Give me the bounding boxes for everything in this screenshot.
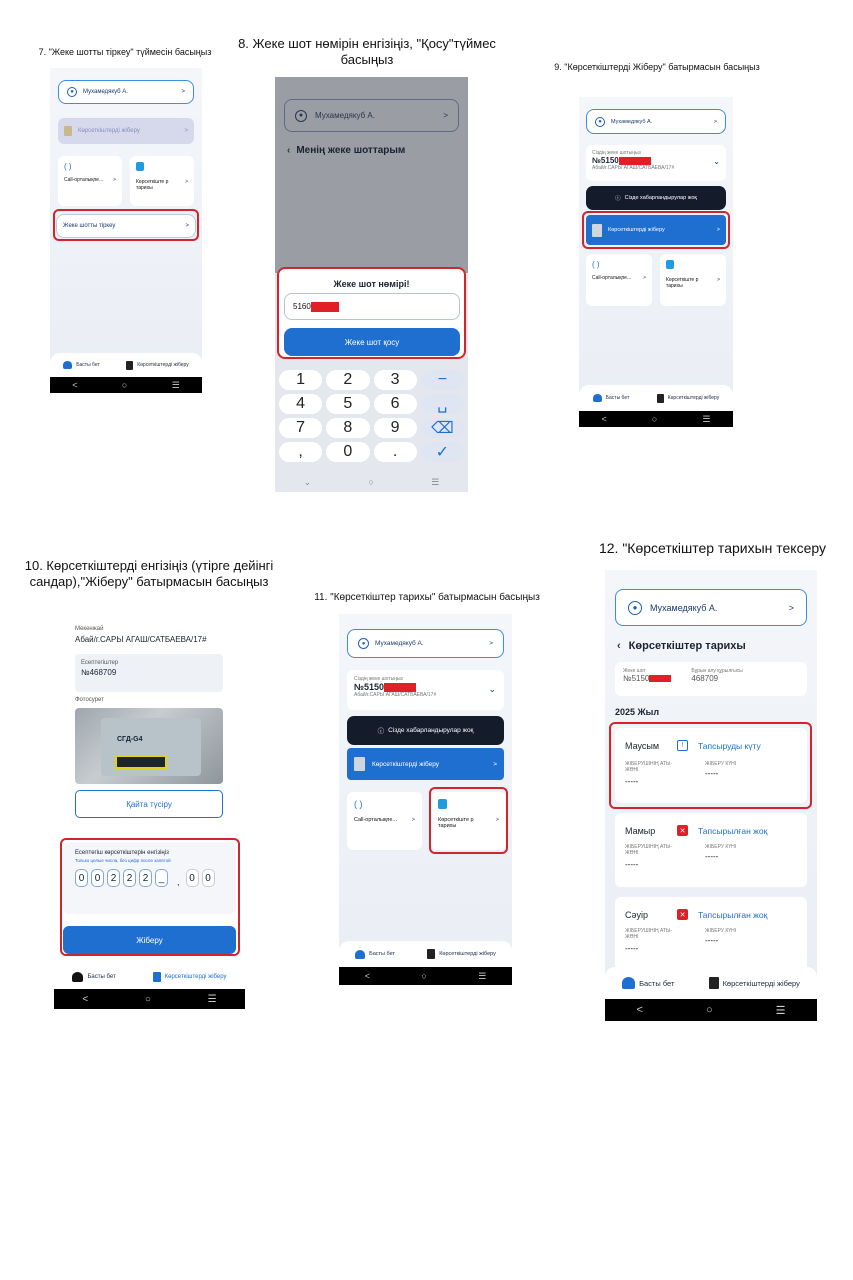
call-center-label: Call-орталықпе... [592, 275, 632, 281]
meter-info-box [75, 654, 223, 692]
date-value: ----- [705, 936, 719, 945]
key-7[interactable]: 7 [279, 418, 322, 438]
numeric-keypad [279, 370, 464, 462]
meter-icon [657, 394, 664, 403]
key-4[interactable]: 4 [279, 394, 322, 414]
reading-digit-input[interactable]: 2 [107, 869, 120, 887]
redacted-block [649, 675, 671, 682]
chevron-right-icon: > [788, 602, 794, 613]
bottom-tab-bar [339, 941, 512, 967]
call-icon: ( ) [354, 799, 363, 809]
month-name: Мамыр [625, 825, 656, 836]
system-nav-bar [275, 475, 468, 489]
account-summary-card [615, 662, 807, 696]
notifications-banner: ⓘ Сізде хабарландырулар жоқ [586, 186, 726, 210]
chevron-right-icon: > [713, 118, 717, 125]
call-center-label: Call-орталықпе... [354, 817, 398, 823]
tab-send-readings[interactable]: Көрсеткіштерді жіберу [126, 361, 189, 370]
month-name: Сәуір [625, 909, 649, 920]
tab-send-readings[interactable]: Көрсеткіштерді жіберу [153, 972, 227, 982]
meter-icon [64, 126, 72, 136]
my-accounts-header: ‹ Менің жеке шоттарым [287, 145, 406, 156]
screen-step-12 [605, 570, 817, 1021]
call-icon: ( ) [592, 260, 600, 269]
call-center-card[interactable] [58, 156, 122, 206]
user-icon: ● [67, 87, 77, 97]
tab-home[interactable]: Басты бет [355, 950, 395, 959]
account-address: Абай/г.САРЫ АГАШ/САТБАЕВА/17# [592, 165, 675, 171]
system-nav-bar [579, 411, 733, 427]
nav-back-button[interactable]: < [601, 414, 607, 424]
home-icon [63, 361, 72, 369]
meter-label: Есептегіштер [81, 660, 119, 666]
history-card[interactable] [130, 156, 194, 206]
account-card[interactable] [347, 670, 504, 710]
redacted-block [619, 157, 651, 165]
date-label: ЖІБЕРУ КҮНІ [705, 928, 737, 934]
chevron-right-icon: > [411, 817, 415, 823]
page-title: Көрсеткіштер тарихы [628, 640, 746, 652]
tab-send-readings[interactable]: Көрсеткіштерді жіберу [657, 394, 720, 403]
reading-digit-input[interactable]: 2 [123, 869, 136, 887]
key-done[interactable]: ✓ [421, 442, 464, 462]
meter-number: №468709 [81, 668, 117, 677]
tab-send-readings[interactable]: Көрсеткіштерді жіберу [427, 949, 496, 959]
meter-icon [126, 361, 133, 370]
nav-home-button[interactable]: ○ [705, 1004, 713, 1016]
account-number-input[interactable]: 5160 [284, 293, 460, 320]
nav-home-button[interactable]: ○ [651, 414, 658, 424]
nav-menu-button[interactable]: ☰ [431, 476, 440, 487]
bottom-tab-bar [50, 353, 202, 377]
highlight-box [429, 787, 508, 854]
call-center-card[interactable] [347, 792, 422, 850]
home-icon [622, 977, 635, 989]
user-icon: ● [358, 638, 369, 649]
caption-step-10: 10. Көрсеткіштерді енгізіңіз (үтірге дейінгі сандар),"Жіберу" батырмасын басыңыз [24, 558, 274, 590]
not-submitted-badge-icon: ✕ [677, 909, 688, 920]
readings-hint: Только целые числа, без цифр после запятой [75, 858, 171, 863]
screen-step-7 [50, 68, 202, 393]
bottom-tab-bar [54, 965, 245, 989]
month-status: Тапсырылған жоқ [698, 825, 768, 836]
history-header [617, 640, 746, 652]
month-card-april[interactable] [615, 897, 807, 971]
user-profile-button[interactable] [58, 80, 194, 104]
screen-step-10 [54, 604, 245, 1009]
nav-hide-keyboard-button[interactable]: ⌄ [303, 476, 312, 487]
history-label: Көрсеткіште р тарихы [136, 179, 169, 191]
nav-menu-button[interactable]: ☰ [171, 379, 180, 390]
date-value: ----- [705, 769, 719, 778]
account-number: №5150 [592, 156, 720, 165]
caption-step-7: 7. "Жеке шотты тіркеу" түймесін басыңыз [38, 47, 212, 57]
back-arrow-icon[interactable]: ‹ [617, 640, 621, 652]
chevron-right-icon: > [717, 277, 720, 283]
reading-decimal-input[interactable]: 0 [202, 869, 215, 887]
tab-home[interactable]: Басты бет [593, 394, 630, 402]
send-readings-label: Көрсеткіштерді жіберу [78, 128, 140, 134]
expand-icon[interactable]: ⌄ [713, 157, 720, 166]
sender-value: ----- [625, 944, 639, 953]
meter-label: Бұрын алу құрылғысы [691, 668, 743, 674]
account-label: Сіздің жеке шотыңыз [592, 150, 641, 156]
chevron-right-icon: > [443, 111, 448, 120]
month-card-may[interactable] [615, 813, 807, 887]
user-icon: ● [628, 601, 642, 615]
system-nav-bar [605, 999, 817, 1021]
decimal-comma: , [177, 877, 180, 887]
send-readings-button-disabled [58, 118, 194, 144]
nav-menu-button[interactable]: ☰ [775, 1004, 786, 1017]
account-label: Жеке шот [623, 668, 646, 674]
nav-home-button[interactable]: ○ [121, 380, 128, 390]
nav-back-button[interactable]: < [72, 380, 78, 390]
photo-label: Фотосурет [75, 697, 104, 703]
sender-label: ЖІБЕРУШІНІҢ АТЫ-ЖӨНІ [625, 928, 673, 940]
key-3[interactable]: 3 [374, 370, 417, 390]
call-center-label: Call-орталықпе... [64, 177, 104, 183]
notifications-banner: ⓘ Сізде хабарландырулар жоқ [347, 716, 504, 745]
retake-photo-button[interactable]: Қайта түсіру [75, 790, 223, 818]
nav-menu-button[interactable]: ☰ [478, 970, 487, 981]
user-icon: ● [295, 110, 307, 122]
reading-digit-input[interactable]: 0 [75, 869, 88, 887]
user-name: Мухамедякуб А. [650, 602, 718, 613]
nav-menu-button[interactable]: ☰ [702, 413, 711, 424]
user-name: Мухамедякуб А. [83, 89, 128, 95]
chevron-right-icon: > [643, 275, 646, 281]
nav-back-button[interactable]: < [82, 993, 89, 1005]
system-nav-bar [54, 989, 245, 1009]
screen-step-8 [275, 77, 468, 492]
send-button[interactable]: Жіберу [63, 926, 236, 954]
account-address: Абай/г.САРЫ АГАШ/САТБАЕВА/17# [354, 692, 437, 699]
history-icon [666, 260, 674, 269]
send-readings-button[interactable]: Көрсеткіштерді жіберу > [347, 748, 504, 780]
key-1[interactable]: 1 [279, 370, 322, 390]
user-name: Мухамедякуб А. [375, 640, 424, 647]
account-number: №5150 [354, 682, 497, 692]
user-name: Мухамедякуб А. [611, 118, 653, 125]
user-profile-button[interactable] [586, 109, 726, 134]
history-label: Көрсеткіште р тарихы [438, 817, 474, 829]
call-center-card[interactable] [586, 254, 652, 306]
history-label: Көрсеткіште р тарихы [666, 277, 699, 289]
caption-step-9: 9. "Көрсеткіштерді Жіберу" батырмасын басыңыз [554, 62, 760, 72]
nav-back-button[interactable]: < [636, 1004, 643, 1016]
home-icon [72, 972, 83, 982]
highlight-box [277, 267, 466, 359]
sender-value: ----- [625, 777, 639, 786]
tab-home[interactable]: Басты бет [63, 361, 100, 369]
screen-step-11 [339, 614, 512, 985]
meter-photo [75, 708, 223, 784]
caption-step-8: 8. Жеке шот нөмірін енгізіңіз, "Қосу"түймес басыңыз [238, 36, 496, 68]
bottom-tab-bar [579, 385, 733, 411]
sender-value: ----- [625, 860, 639, 869]
bottom-tab-bar [605, 967, 817, 999]
tab-home[interactable]: Басты бет [622, 977, 674, 989]
meter-number: 468709 [691, 674, 719, 683]
highlight-box [609, 722, 812, 809]
pending-badge-icon: ! [677, 740, 688, 751]
month-status: Тапсырылған жоқ [698, 909, 768, 920]
nav-home-button[interactable]: ○ [144, 993, 151, 1005]
user-profile-button[interactable] [284, 99, 459, 132]
key-comma[interactable]: , [279, 442, 322, 462]
key-2[interactable]: 2 [326, 370, 369, 390]
account-card[interactable] [586, 145, 726, 181]
chevron-right-icon: > [489, 640, 493, 647]
meter-counter-highlight [115, 755, 167, 769]
meter-icon [153, 972, 161, 982]
highlight-box [582, 211, 730, 249]
chevron-right-icon: > [185, 223, 189, 229]
home-icon [593, 394, 602, 402]
key-space[interactable]: ␣ [421, 394, 464, 414]
reading-decimal-input[interactable]: 0 [186, 869, 199, 887]
user-name: Мухамедякуб А. [315, 111, 375, 120]
reading-digit-input[interactable]: 2 [139, 869, 152, 887]
modal-title: Жеке шот нөмірі! [333, 279, 410, 289]
date-label: ЖІБЕРУ КҮНІ [705, 844, 737, 850]
reading-digit-input[interactable]: _ [155, 869, 168, 887]
meter-icon [354, 757, 365, 771]
history-icon [136, 162, 144, 171]
nav-back-button[interactable]: < [364, 971, 370, 981]
register-account-label: Жеке шотты тіркеу [63, 223, 116, 229]
info-icon: ⓘ [615, 196, 621, 202]
key-minus[interactable]: − [421, 370, 464, 390]
system-nav-bar [50, 377, 202, 393]
call-icon: ( ) [64, 162, 72, 171]
key-6[interactable]: 6 [374, 394, 417, 414]
home-icon [355, 950, 365, 959]
address-value: Абай/г.САРЫ АГАШ/САТБАЕВА/17# [75, 635, 207, 644]
chevron-right-icon: > [495, 817, 499, 823]
caption-step-11: 11. "Көрсеткіштер тарихы" батырмасын басыңыз [314, 592, 540, 603]
history-card[interactable] [660, 254, 726, 306]
add-account-button[interactable]: Жеке шот қосу [284, 328, 460, 356]
chevron-right-icon: > [716, 227, 720, 233]
nav-home-button[interactable]: ○ [368, 477, 374, 487]
key-dot[interactable]: . [374, 442, 417, 462]
sender-label: ЖІБЕРУШІНІҢ АТЫ-ЖӨНІ [625, 844, 673, 856]
send-readings-button[interactable]: Көрсеткіштерді жіберу > [586, 215, 726, 245]
year-heading: 2025 Жыл [615, 707, 660, 717]
highlight-box [60, 838, 240, 956]
user-profile-button[interactable] [615, 589, 807, 626]
date-label: ЖІБЕРУ КҮНІ [705, 761, 737, 767]
key-backspace[interactable]: ⌫ [421, 418, 464, 438]
screen-step-9 [579, 97, 733, 427]
month-name: Маусым [625, 740, 660, 751]
nav-home-button[interactable]: ○ [421, 971, 427, 981]
redacted-block [384, 683, 416, 692]
account-number: №5150 [623, 674, 671, 683]
chevron-right-icon: > [185, 179, 188, 185]
user-profile-button[interactable] [347, 629, 504, 658]
key-9[interactable]: 9 [374, 418, 417, 438]
sender-label: ЖІБЕРУШІНІҢ АТЫ-ЖӨНІ [625, 761, 673, 773]
chevron-right-icon: > [181, 89, 185, 95]
info-icon: ⓘ [377, 728, 385, 735]
system-nav-bar [339, 967, 512, 985]
tab-send-readings[interactable]: Көрсеткіштерді жіберу [709, 977, 800, 989]
reading-digit-input[interactable]: 0 [91, 869, 104, 887]
date-value: ----- [705, 852, 719, 861]
expand-icon[interactable]: ⌄ [488, 684, 496, 694]
meter-icon [709, 977, 719, 989]
month-status: Тапсыруды күту [698, 740, 761, 751]
not-submitted-badge-icon: ✕ [677, 825, 688, 836]
user-icon: ● [595, 117, 605, 127]
key-5[interactable]: 5 [326, 394, 369, 414]
tab-home[interactable]: Басты бет [72, 972, 115, 982]
meter-model-label: СГД-G4 [117, 736, 143, 743]
highlight-box [53, 209, 199, 241]
enter-readings-label: Есептегіш көрсеткіштерін енгізіңіз [75, 850, 169, 856]
key-0[interactable]: 0 [326, 442, 369, 462]
account-label: Сіздің жеке шотыңыз [354, 676, 403, 682]
nav-menu-button[interactable]: ☰ [207, 993, 217, 1005]
chevron-right-icon: > [184, 128, 188, 134]
caption-step-12: 12. "Көрсеткіштер тарихын тексеру [598, 540, 827, 556]
back-arrow-icon[interactable]: ‹ [287, 145, 291, 156]
chevron-right-icon: > [113, 177, 116, 183]
chevron-right-icon: > [493, 760, 497, 768]
meter-icon [427, 949, 435, 959]
key-8[interactable]: 8 [326, 418, 369, 438]
address-label: Мекенжай [75, 626, 104, 632]
